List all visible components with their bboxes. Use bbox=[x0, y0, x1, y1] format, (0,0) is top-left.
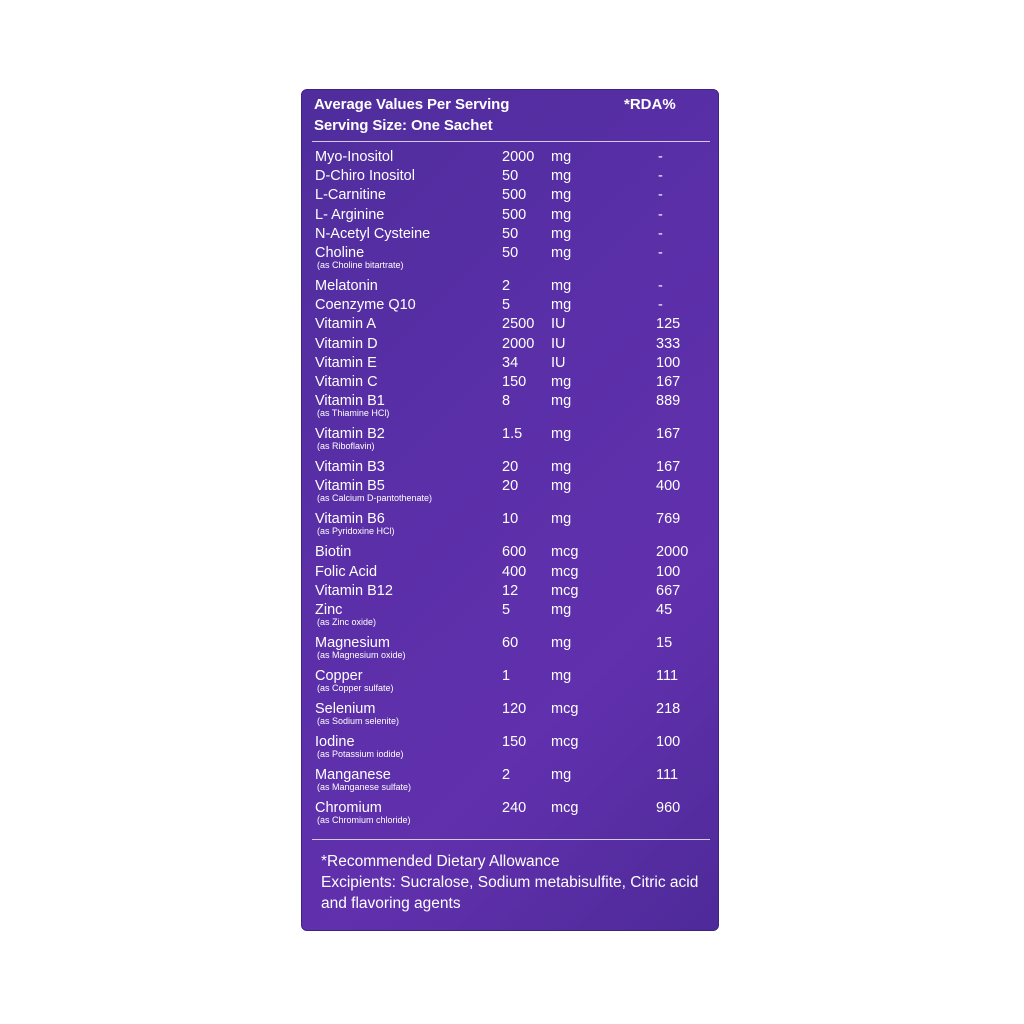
table-row bbox=[302, 667, 718, 693]
table-row bbox=[302, 510, 718, 537]
nutrient-name: Vitamin E bbox=[315, 354, 377, 371]
nutrient-name: D-Chiro Inositol bbox=[315, 168, 415, 185]
table-row bbox=[302, 244, 718, 270]
nutrition-facts-panel bbox=[301, 89, 719, 931]
nutrient-source: (as Magnesium oxide) bbox=[317, 650, 406, 660]
nutrient-name: Iodine bbox=[315, 734, 355, 750]
table-row bbox=[302, 392, 718, 419]
nutrient-amount: 2 bbox=[502, 767, 511, 783]
nutrient-amount: 60 bbox=[502, 635, 519, 651]
nutrient-source: (as Thiamine HCl) bbox=[317, 408, 390, 419]
nutrient-unit: mcg bbox=[551, 582, 579, 599]
nutrient-rda: 400 bbox=[656, 478, 681, 495]
nutrient-name: Folic Acid bbox=[315, 563, 378, 580]
table-row bbox=[302, 425, 718, 452]
nutrient-name: Vitamin B5 bbox=[315, 478, 385, 495]
nutrient-rda: - bbox=[658, 278, 663, 294]
nutrient-name: Myo-Inositol bbox=[315, 149, 394, 165]
nutrient-name: Vitamin B2 bbox=[315, 426, 385, 443]
nutrient-amount: 150 bbox=[502, 734, 527, 750]
nutrient-unit: mg bbox=[551, 225, 572, 242]
nutrient-amount: 2 bbox=[502, 278, 511, 294]
nutrient-source: (as Copper sulfate) bbox=[317, 683, 394, 693]
nutrient-source: (as Sodium selenite) bbox=[317, 716, 400, 726]
nutrient-name: Selenium bbox=[315, 701, 376, 717]
nutrient-rda: - bbox=[658, 225, 663, 242]
nutrient-name: Vitamin D bbox=[315, 335, 378, 352]
rda-footnote: *Recommended Dietary Allowance bbox=[321, 853, 560, 870]
nutrient-unit: IU bbox=[551, 354, 566, 371]
nutrient-name: Vitamin B6 bbox=[315, 511, 385, 528]
nutrient-unit: mg bbox=[551, 206, 572, 223]
nutrient-unit: mg bbox=[551, 297, 572, 314]
table-row bbox=[302, 477, 718, 504]
table-row bbox=[302, 148, 718, 166]
nutrient-rda: 100 bbox=[656, 734, 681, 750]
nutrient-unit: mcg bbox=[551, 563, 579, 580]
nutrient-rda: - bbox=[658, 245, 663, 261]
nutrient-name: Chromium bbox=[315, 800, 382, 816]
table-row bbox=[302, 225, 718, 243]
nutrient-name: Biotin bbox=[315, 544, 352, 561]
header-rda: *RDA% bbox=[624, 96, 676, 113]
nutrient-amount: 2000 bbox=[502, 149, 535, 165]
table-row bbox=[302, 206, 718, 224]
table-row bbox=[302, 167, 718, 185]
nutrient-name: Vitamin B1 bbox=[315, 393, 385, 410]
nutrient-rda: - bbox=[658, 187, 663, 204]
nutrient-rda: 111 bbox=[656, 767, 679, 783]
nutrient-rda: 960 bbox=[656, 800, 681, 816]
nutrient-source: (as Manganese sulfate) bbox=[317, 782, 412, 792]
nutrient-rda: 125 bbox=[656, 316, 681, 333]
nutrient-name: Zinc bbox=[315, 602, 343, 618]
nutrient-unit: IU bbox=[551, 316, 566, 333]
nutrient-name: L-Carnitine bbox=[315, 187, 386, 204]
nutrient-name: Manganese bbox=[315, 767, 391, 783]
table-row bbox=[302, 315, 718, 333]
nutrient-unit: mg bbox=[551, 635, 572, 651]
nutrient-unit: IU bbox=[551, 335, 566, 352]
nutrient-unit: mg bbox=[551, 187, 572, 204]
nutrient-amount: 400 bbox=[502, 563, 527, 580]
nutrient-name: Copper bbox=[315, 668, 363, 684]
nutrient-rda: 45 bbox=[656, 602, 673, 618]
table-row bbox=[302, 700, 718, 726]
nutrient-rda: 100 bbox=[656, 354, 681, 371]
table-row bbox=[302, 296, 718, 314]
nutrient-name: Vitamin C bbox=[315, 374, 378, 390]
nutrient-amount: 20 bbox=[502, 478, 519, 495]
table-row bbox=[302, 335, 718, 353]
header-serving-size: Serving Size: One Sachet bbox=[314, 117, 493, 134]
nutrient-amount: 5 bbox=[502, 297, 511, 314]
nutrient-unit: mg bbox=[551, 245, 572, 261]
header-average-values: Average Values Per Serving bbox=[314, 96, 510, 113]
table-row bbox=[302, 563, 718, 581]
table-row bbox=[302, 766, 718, 792]
nutrient-name: Melatonin bbox=[315, 278, 378, 294]
nutrient-source: (as Riboflavin) bbox=[317, 441, 375, 452]
nutrient-source: (as Calcium D-pantothenate) bbox=[317, 493, 433, 504]
nutrient-unit: mg bbox=[551, 278, 572, 294]
nutrient-rda: 100 bbox=[656, 563, 681, 580]
table-row bbox=[302, 601, 718, 627]
nutrient-unit: mg bbox=[551, 668, 572, 684]
nutrient-rda: - bbox=[658, 168, 663, 185]
nutrient-unit: mg bbox=[551, 426, 572, 443]
nutrient-amount: 2500 bbox=[502, 316, 535, 333]
nutrient-name: Vitamin A bbox=[315, 316, 376, 333]
header-divider bbox=[312, 141, 710, 142]
nutrient-rda: 769 bbox=[656, 511, 681, 528]
nutrient-amount: 120 bbox=[502, 701, 527, 717]
nutrient-amount: 5 bbox=[502, 602, 511, 618]
table-row bbox=[302, 799, 718, 825]
nutrient-unit: mg bbox=[551, 168, 572, 185]
nutrient-amount: 1.5 bbox=[502, 426, 523, 443]
nutrient-amount: 240 bbox=[502, 800, 527, 816]
nutrient-amount: 2000 bbox=[502, 335, 535, 352]
nutrient-unit: mg bbox=[551, 459, 572, 476]
table-row bbox=[302, 354, 718, 372]
nutrient-amount: 20 bbox=[502, 459, 519, 476]
nutrient-rda: 2000 bbox=[656, 544, 689, 561]
nutrient-rda: 167 bbox=[656, 426, 681, 443]
nutrient-amount: 50 bbox=[502, 225, 519, 242]
table-row bbox=[302, 458, 718, 476]
nutrient-rda: - bbox=[658, 297, 663, 314]
nutrient-rda: 667 bbox=[656, 582, 681, 599]
nutrient-name: L- Arginine bbox=[315, 206, 385, 223]
nutrient-amount: 500 bbox=[502, 187, 527, 204]
nutrient-unit: mcg bbox=[551, 701, 579, 717]
nutrient-rda: 333 bbox=[656, 335, 681, 352]
table-row bbox=[302, 634, 718, 660]
table-row bbox=[302, 543, 718, 561]
nutrient-amount: 8 bbox=[502, 393, 511, 410]
nutrient-source: (as Zinc oxide) bbox=[317, 617, 377, 627]
nutrient-unit: mg bbox=[551, 511, 572, 528]
nutrient-unit: mcg bbox=[551, 734, 579, 750]
nutrient-unit: mg bbox=[551, 602, 572, 618]
nutrient-source: (as Chromium chloride) bbox=[317, 815, 411, 825]
nutrient-source: (as Choline bitartrate) bbox=[317, 260, 404, 270]
nutrient-name: Vitamin B3 bbox=[315, 459, 385, 476]
excipients-text: Excipients: Sucralose, Sodium metabisulfite, Citric acid and flavoring agents bbox=[321, 874, 699, 912]
footer-divider bbox=[312, 839, 710, 840]
nutrient-amount: 10 bbox=[502, 511, 519, 528]
nutrient-source: (as Pyridoxine HCl) bbox=[317, 526, 395, 537]
nutrient-source: (as Potassium iodide) bbox=[317, 749, 404, 759]
nutrient-rda: 167 bbox=[656, 374, 681, 390]
table-row bbox=[302, 277, 718, 295]
nutrient-rda: 218 bbox=[656, 701, 681, 717]
nutrient-unit: mg bbox=[551, 374, 572, 390]
nutrient-unit: mcg bbox=[551, 800, 579, 816]
table-row bbox=[302, 186, 718, 204]
nutrient-unit: mg bbox=[551, 149, 572, 165]
nutrient-rda: 15 bbox=[656, 635, 673, 651]
nutrient-rda: - bbox=[658, 149, 663, 165]
nutrient-rda: 111 bbox=[656, 668, 679, 684]
nutrient-amount: 34 bbox=[502, 354, 519, 371]
table-row bbox=[302, 733, 718, 759]
nutrient-name: N-Acetyl Cysteine bbox=[315, 225, 431, 242]
nutrient-unit: mg bbox=[551, 393, 572, 410]
nutrient-amount: 150 bbox=[502, 374, 527, 390]
nutrient-name: Magnesium bbox=[315, 635, 390, 651]
table-row bbox=[302, 582, 718, 600]
nutrient-amount: 50 bbox=[502, 245, 519, 261]
nutrient-amount: 50 bbox=[502, 168, 519, 185]
nutrient-amount: 500 bbox=[502, 206, 527, 223]
nutrient-rda: 167 bbox=[656, 459, 681, 476]
nutrient-rda: 889 bbox=[656, 393, 681, 410]
nutrient-unit: mg bbox=[551, 478, 572, 495]
nutrient-unit: mcg bbox=[551, 544, 579, 561]
nutrient-unit: mg bbox=[551, 767, 572, 783]
nutrient-amount: 600 bbox=[502, 544, 527, 561]
nutrient-name: Choline bbox=[315, 245, 365, 261]
nutrient-amount: 1 bbox=[502, 668, 511, 684]
nutrient-amount: 12 bbox=[502, 582, 519, 599]
nutrient-name: Vitamin B12 bbox=[315, 582, 393, 599]
nutrient-rda: - bbox=[658, 206, 663, 223]
table-row bbox=[302, 373, 718, 391]
nutrient-name: Coenzyme Q10 bbox=[315, 297, 416, 314]
